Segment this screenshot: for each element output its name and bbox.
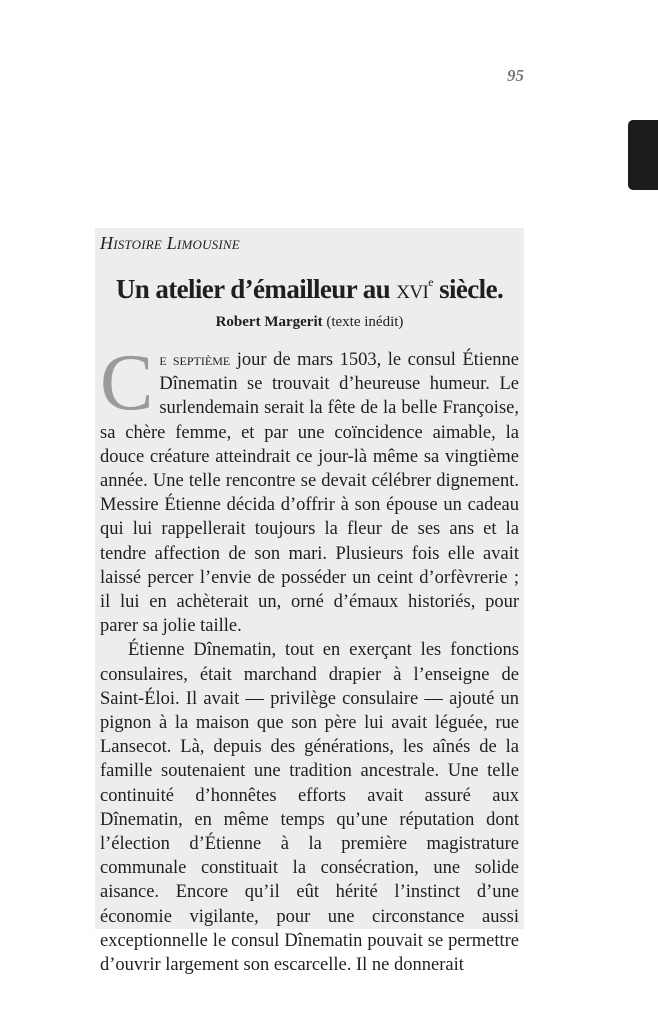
paragraph-1 — [100, 339, 519, 638]
author-name: Robert Margerit — [215, 314, 323, 330]
title-century-superscript: e — [428, 275, 433, 289]
title-main: Un atelier d’émailleur au — [115, 274, 397, 304]
paragraph-1-text: jour de mars 1503, le consul Étienne Dînematin se trouvait d’heureuse humeur. Le surlendemain serait la fête de la belle Françoise, sa chère femme, et par une coïncidence aimable, la douce créature atteindrait ce jour-là même sa vingtième année. Une telle rencontre se devait célébrer dignement. Messire Étienne décida d’offrir à son épouse un cadeau qui lui rappellerait toujours la fleur de ses ans et la tendre affection de son mari. Plusieurs fois elle avait laissé percer l’envie de posséder un ceint d’orfèvrerie ; il lui en achèterait un, orné d’émaux historiés, pour parer sa jolie taille. — [100, 350, 519, 637]
chapter-thumb-tab — [628, 120, 658, 190]
title-end: siècle. — [432, 274, 504, 304]
article-panel — [95, 228, 524, 976]
section-label: Histoire Limousine — [100, 233, 240, 253]
article-body — [100, 339, 519, 977]
title-century: xvi — [396, 274, 429, 304]
lead-in: e septième — [159, 350, 231, 369]
page-number: 95 — [507, 66, 524, 85]
drop-cap: C — [100, 339, 154, 427]
paragraph-2: Étienne Dînematin, tout en exerçant les fonctions consulaires, était marchand drapier à l’enseigne de Saint-Éloi. Il avait — privilège consulaire — ajouté un pignon à la maison que son père lui avait léguée, rue Lansecot. Là, depuis des générations, les aînés de la famille soutenaient une tradition ancestrale. Une telle continuité d’honnêtes efforts avait assuré aux Dînematin, en même temps qu’une réputation dont l’élection d’Étienne à la première magistrature communale constituait la consécration, une solide aisance. Encore qu’il eût hérité l’instinct d’une économie vigilante, pour une circonstance aussi exceptionnelle le consul Dînematin pouvait se permettre d’ouvrir largement son escarcelle. Il ne donnerait — [100, 640, 519, 976]
author-note: (texte inédit) — [326, 314, 404, 330]
article-title — [100, 265, 519, 306]
byline — [100, 312, 519, 332]
